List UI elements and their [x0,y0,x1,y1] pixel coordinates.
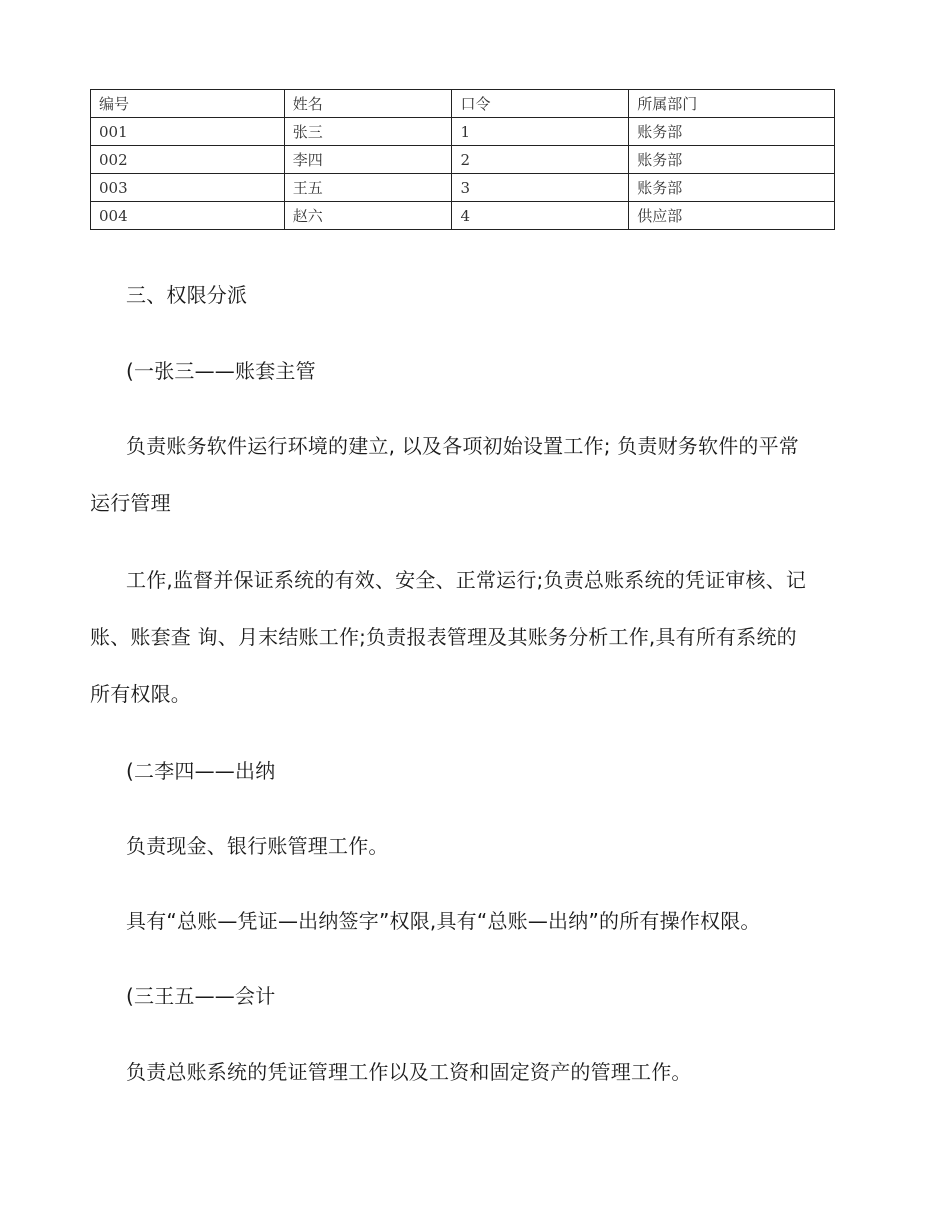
header-cell-password: 口令 [452,90,629,118]
cell-id: 003 [91,174,285,202]
header-cell-id: 编号 [91,90,285,118]
section-heading: 三、权限分派 [126,283,248,307]
subsection-heading-supervisor: (一张三——账套主管 [126,359,316,383]
paragraph-line: 负责总账系统的凭证管理工作以及工资和固定资产的管理工作。 [126,1060,692,1084]
cell-password: 3 [452,174,629,202]
table-row [91,202,835,230]
header-cell-name: 姓名 [284,90,452,118]
cell-password: 1 [452,118,629,146]
paragraph-line: 运行管理 [90,491,171,515]
cell-name: 王五 [284,174,452,202]
user-table [90,89,835,230]
subsection-heading-accountant: (三王五——会计 [126,984,276,1008]
cell-name: 赵六 [284,202,452,230]
table-row [91,118,835,146]
cell-department: 账务部 [629,174,835,202]
cell-id: 002 [91,146,285,174]
paragraph-line: 工作,监督并保证系统的有效、安全、正常运行;负责总账系统的凭证审核、记 [126,568,807,592]
table-row [91,174,835,202]
header-cell-department: 所属部门 [629,90,835,118]
subsection-heading-cashier: (二李四——出纳 [126,759,276,783]
cell-name: 张三 [284,118,452,146]
paragraph-line: 负责账务软件运行环境的建立, 以及各项初始设置工作; 负责财务软件的平常 [126,434,800,458]
paragraph-line: 负责现金、银行账管理工作。 [126,834,389,858]
cell-department: 账务部 [629,118,835,146]
table-header-row [91,90,835,118]
cell-id: 004 [91,202,285,230]
cell-password: 4 [452,202,629,230]
paragraph-line: 具有“总账—凭证—出纳签字”权限,具有“总账—出纳”的所有操作权限。 [126,909,761,933]
paragraph-line: 所有权限。 [90,682,191,706]
cell-name: 李四 [284,146,452,174]
cell-department: 供应部 [629,202,835,230]
table-row [91,146,835,174]
cell-id: 001 [91,118,285,146]
cell-department: 账务部 [629,146,835,174]
cell-password: 2 [452,146,629,174]
paragraph-line: 账、账套查 询、月末结账工作;负责报表管理及其账务分析工作,具有所有系统的 [90,625,797,649]
